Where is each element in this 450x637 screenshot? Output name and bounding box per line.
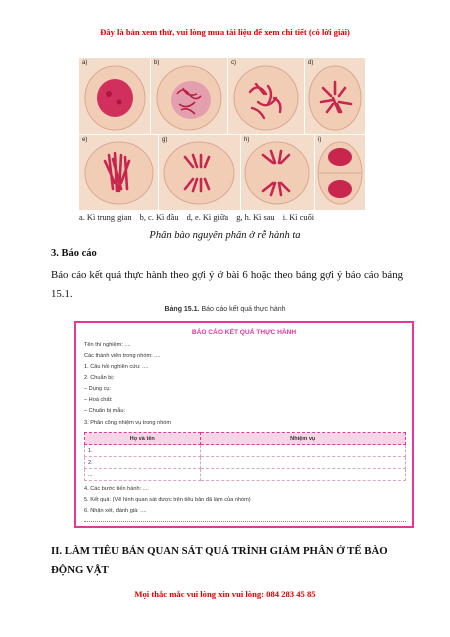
panel-h [241,135,314,210]
panel-label: b) [154,60,160,66]
legend-item: i. Kì cuối [282,213,315,222]
report-line: Tên thí nghiệm: .... [84,342,131,348]
panel-label: g) [162,137,168,143]
table-cell [200,445,405,457]
legend-item: d, e. Kì giữa [186,213,229,222]
table-caption-text: Báo cáo kết quả thực hành [201,306,286,313]
footer-notice: Mọi thắc mắc vui lòng xin vui lòng: 084 283 45 85 [134,589,316,599]
report-line: 3. Phân công nhiệm vụ trong nhóm [84,420,172,426]
table-row [85,469,406,481]
panel-label: d) [308,60,314,66]
report-card [74,321,414,528]
header-notice: Đây là bản xem thử, vui lòng mua tài liệu để xem chi tiết (có lời giải) [100,27,350,37]
section-heading: 3. Báo cáo [51,248,97,259]
report-line: – Chuẩn bị mẫu: [84,408,126,414]
table-cell: ... [85,469,201,481]
table-header-task: Nhiệm vụ [200,433,405,445]
table-cell: 1. [85,445,201,457]
section-heading-ii: II. LÀM TIÊU BẢN QUAN SÁT QUÁ TRÌNH GIẢM PHÂN Ở TẾ BÀO ĐỘNG VẬT [51,545,388,576]
panel-label: i) [318,137,322,143]
report-line: – Dụng cụ: [84,386,112,392]
legend-item: b, c. Kì đầu [139,213,179,222]
table-cell: 2. [85,457,201,469]
figure-caption: Phân bào nguyên phân ở rễ hành ta [149,230,301,241]
report-title: BÁO CÁO KẾT QUẢ THỰC HÀNH [191,329,297,336]
dotted-line [84,521,406,522]
report-line: 4. Các bước tiến hành: .... [84,486,149,492]
report-line: 5. Kết quả: (Vẽ hình quan sát được trên tiêu bản đã làm của nhóm) [84,497,251,503]
panel-d [305,58,365,134]
report-line: Các thành viên trong nhóm: .... [84,353,161,359]
legend-item: a. Kì trung gian [79,213,132,222]
figure-legend [79,213,369,222]
panel-c [228,58,304,134]
panel-i [315,135,365,210]
panel-b [151,58,227,134]
report-line: 2. Chuẩn bị: [84,375,115,381]
panel-a [79,58,150,134]
task-table [84,432,406,481]
panel-g [159,135,240,210]
table-caption [0,306,450,313]
report-line: 6. Nhận xét, đánh giá: .... [84,508,147,514]
panel-e [79,135,158,210]
table-row [85,445,406,457]
legend-item: g, h. Kì sau [236,213,275,222]
mitosis-figure [79,58,365,210]
section-paragraph: Báo cáo kết quả thực hành theo gợi ý ở bài 6 hoặc theo bảng gợi ý báo cáo bảng 15.1. [51,269,403,300]
panel-label: h) [244,137,250,143]
panel-label: c) [231,60,236,66]
panel-label: e) [82,137,88,143]
panel-label: a) [82,60,88,66]
table-cell [200,469,405,481]
table-cell [200,457,405,469]
report-line: – Hoá chất: [84,397,113,403]
report-line: 1. Câu hỏi nghiên cứu: .... [84,364,149,370]
table-header-name: Họ và tên [85,433,201,445]
table-caption-label: Bảng 15.1. [164,306,200,313]
table-row [85,457,406,469]
